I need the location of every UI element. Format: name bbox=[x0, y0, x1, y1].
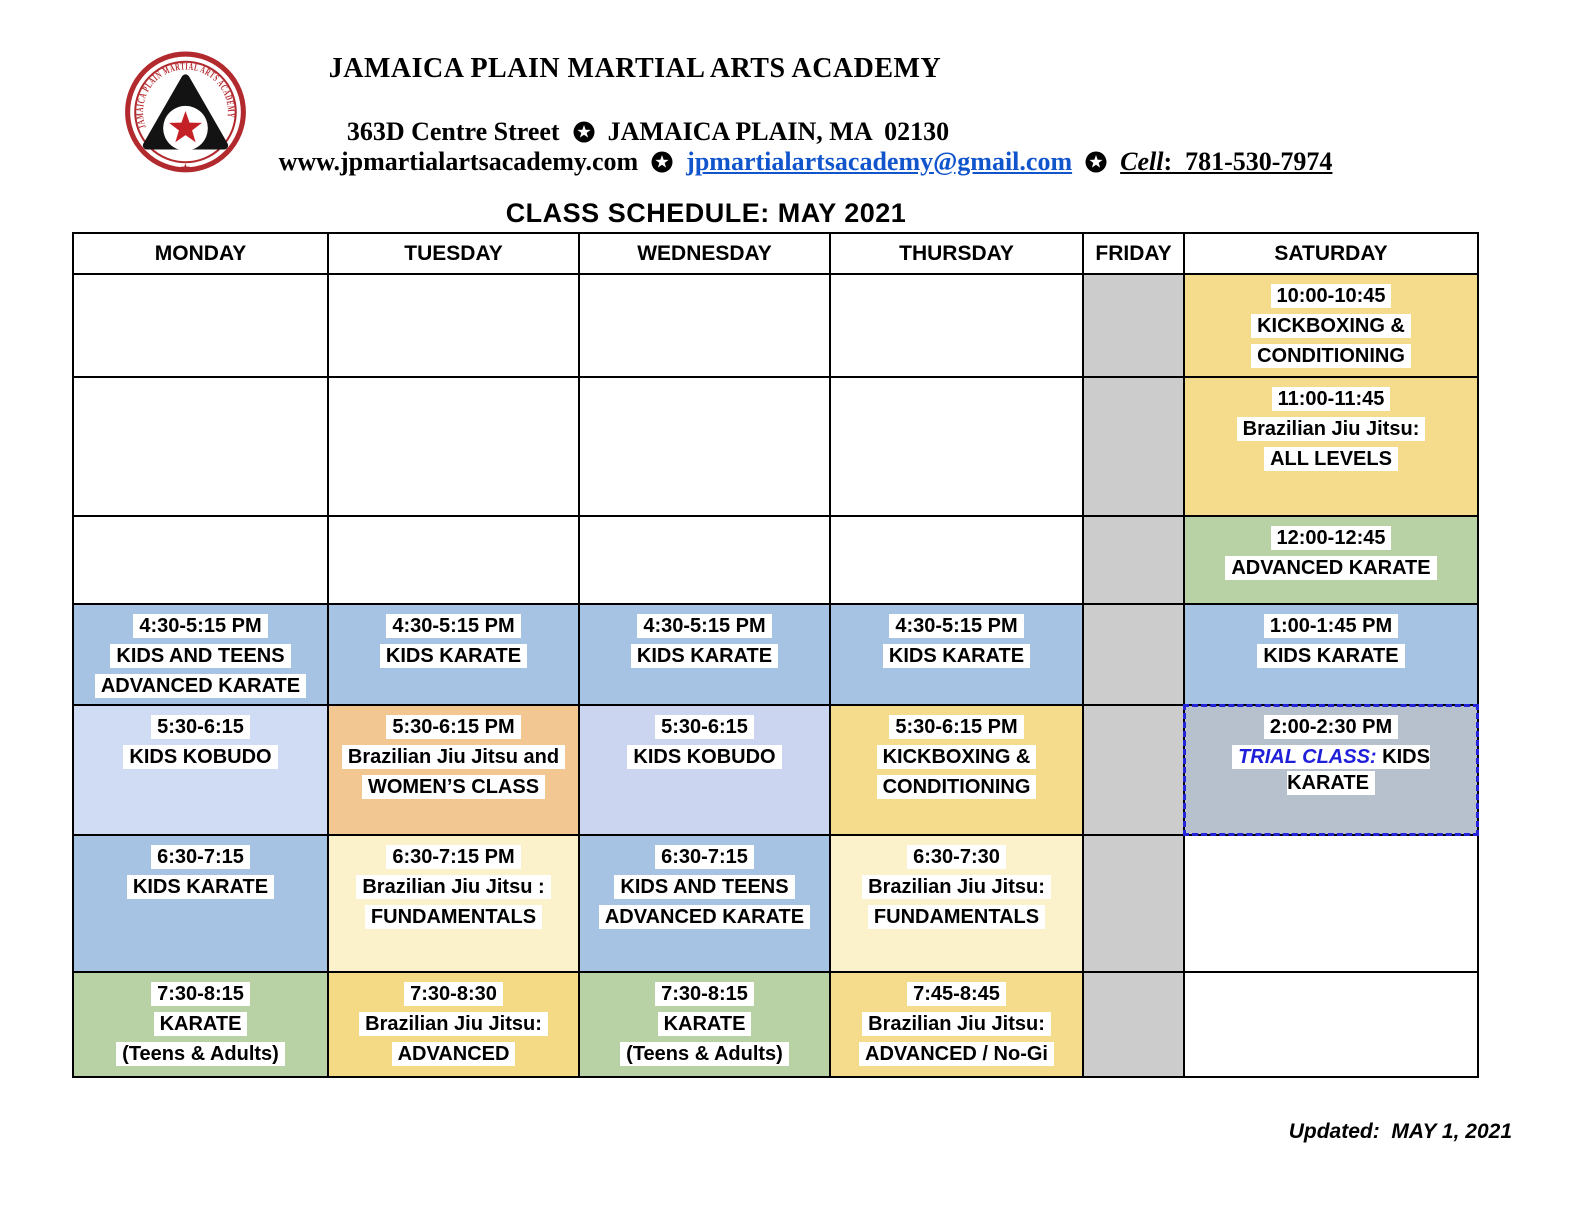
schedule-cell-monday-row3 bbox=[73, 516, 328, 604]
schedule-cell-monday-row6 bbox=[73, 835, 328, 972]
class-text-line: ADVANCED KARATE bbox=[1187, 556, 1475, 582]
class-text-line: Brazilian Jiu Jitsu and bbox=[331, 745, 576, 771]
class-text-line: KARATE bbox=[76, 1012, 325, 1038]
class-text-line: KIDS KOBUDO bbox=[582, 745, 827, 771]
schedule-cell-friday-row3 bbox=[1083, 516, 1184, 604]
schedule-cell-thursday-row2 bbox=[830, 377, 1083, 516]
schedule-cell-monday-row2 bbox=[73, 377, 328, 516]
class-text-line: 7:30-8:15 bbox=[76, 982, 325, 1008]
svg-text:★: ★ bbox=[180, 160, 191, 175]
class-text-line: 10:00-10:45 bbox=[1187, 284, 1475, 310]
schedule-cell-monday-row7 bbox=[73, 972, 328, 1077]
schedule-cell-wednesday-row3 bbox=[579, 516, 830, 604]
schedule-cell-friday-row5 bbox=[1083, 705, 1184, 835]
schedule-cell-friday-row7 bbox=[1083, 972, 1184, 1077]
class-text-line: Brazilian Jiu Jitsu: bbox=[331, 1012, 576, 1038]
schedule-cell-saturday-row4 bbox=[1184, 604, 1478, 705]
class-text-line: FUNDAMENTALS bbox=[331, 905, 576, 931]
class-text-line: KICKBOXING & bbox=[833, 745, 1080, 771]
class-text-line: ADVANCED / No-Gi bbox=[833, 1042, 1080, 1068]
class-text-line: 5:30-6:15 bbox=[582, 715, 827, 741]
class-text-line: 7:45-8:45 bbox=[833, 982, 1080, 1008]
class-text-line: KIDS AND TEENS bbox=[582, 875, 827, 901]
class-text-line: ADVANCED bbox=[331, 1042, 576, 1068]
class-text-line: 6:30-7:15 bbox=[76, 845, 325, 871]
schedule-cell-wednesday-row7 bbox=[579, 972, 830, 1077]
day-header-monday: MONDAY bbox=[73, 233, 328, 274]
class-text-line: 4:30-5:15 PM bbox=[833, 614, 1080, 640]
phone-number bbox=[1120, 147, 1332, 176]
day-header-tuesday: TUESDAY bbox=[328, 233, 579, 274]
day-header-saturday: SATURDAY bbox=[1184, 233, 1478, 274]
schedule-table bbox=[72, 232, 1479, 1078]
class-text-line: (Teens & Adults) bbox=[76, 1042, 325, 1068]
class-text-line: 5:30-6:15 bbox=[76, 715, 325, 741]
class-text-line: 4:30-5:15 PM bbox=[76, 614, 325, 640]
schedule-cell-saturday-row3 bbox=[1184, 516, 1478, 604]
class-text-line: 4:30-5:15 PM bbox=[582, 614, 827, 640]
class-text-line: 6:30-7:30 bbox=[833, 845, 1080, 871]
schedule-cell-thursday-row3 bbox=[830, 516, 1083, 604]
schedule-cell-thursday-row5 bbox=[830, 705, 1083, 835]
class-text-line: (Teens & Adults) bbox=[582, 1042, 827, 1068]
schedule-cell-friday-row1 bbox=[1083, 274, 1184, 377]
class-text-line: 7:30-8:15 bbox=[582, 982, 827, 1008]
class-text-line: Brazilian Jiu Jitsu: bbox=[833, 875, 1080, 901]
class-text-line: ALL LEVELS bbox=[1187, 447, 1475, 473]
schedule-cell-saturday-row2 bbox=[1184, 377, 1478, 516]
schedule-cell-tuesday-row4 bbox=[328, 604, 579, 705]
day-header-friday: FRIDAY bbox=[1083, 233, 1184, 274]
class-text-line: KIDS KARATE bbox=[76, 875, 325, 901]
schedule-cell-tuesday-row6 bbox=[328, 835, 579, 972]
class-text-line: KIDS AND TEENS bbox=[76, 644, 325, 670]
class-text-line: ADVANCED KARATE bbox=[76, 674, 325, 700]
street-address: 363D Centre Street bbox=[346, 117, 560, 146]
circled-star-icon bbox=[651, 151, 673, 173]
class-text-line: 6:30-7:15 PM bbox=[331, 845, 576, 871]
schedule-cell-saturday-row6 bbox=[1184, 835, 1478, 972]
schedule-cell-friday-row6 bbox=[1083, 835, 1184, 972]
day-header-row bbox=[73, 233, 1478, 274]
class-text-line: KICKBOXING & bbox=[1187, 314, 1475, 340]
schedule-cell-tuesday-row5 bbox=[328, 705, 579, 835]
schedule-cell-friday-row2 bbox=[1083, 377, 1184, 516]
class-text-line: Brazilian Jiu Jitsu : bbox=[331, 875, 576, 901]
class-text-line: 7:30-8:30 bbox=[331, 982, 576, 1008]
schedule-cell-tuesday-row7 bbox=[328, 972, 579, 1077]
schedule-cell-thursday-row1 bbox=[830, 274, 1083, 377]
logo-ring-text: JAMAICA PLAIN MARTIAL ARTS ACADEMY bbox=[134, 61, 237, 130]
schedule-cell-friday-row4 bbox=[1083, 604, 1184, 705]
schedule-cell-tuesday-row1 bbox=[328, 274, 579, 377]
class-text-line: FUNDAMENTALS bbox=[833, 905, 1080, 931]
class-text-line: Brazilian Jiu Jitsu: bbox=[1187, 417, 1475, 443]
class-text-line: KIDS KARATE bbox=[331, 644, 576, 670]
day-header-thursday: THURSDAY bbox=[830, 233, 1083, 274]
day-header-wednesday: WEDNESDAY bbox=[579, 233, 830, 274]
class-text-line: CONDITIONING bbox=[833, 775, 1080, 801]
class-text-line: KIDS KOBUDO bbox=[76, 745, 325, 771]
schedule-cell-monday-row5 bbox=[73, 705, 328, 835]
schedule-cell-tuesday-row3 bbox=[328, 516, 579, 604]
contact-line bbox=[240, 117, 1345, 207]
class-text-line: KIDS KARATE bbox=[582, 644, 827, 670]
class-text-line: 4:30-5:15 PM bbox=[331, 614, 576, 640]
class-text-line: 5:30-6:15 PM bbox=[833, 715, 1080, 741]
schedule-cell-tuesday-row2 bbox=[328, 377, 579, 516]
class-text-line: 1:00-1:45 PM bbox=[1187, 614, 1475, 640]
schedule-cell-wednesday-row5 bbox=[579, 705, 830, 835]
schedule-cell-saturday-row1 bbox=[1184, 274, 1478, 377]
website-text: www.jpmartialartsacademy.com bbox=[278, 147, 639, 176]
academy-logo-icon bbox=[112, 48, 260, 180]
class-text-line: 6:30-7:15 bbox=[582, 845, 827, 871]
schedule-cell-wednesday-row1 bbox=[579, 274, 830, 377]
schedule-cell-thursday-row6 bbox=[830, 835, 1083, 972]
class-text-line: KIDS KARATE bbox=[833, 644, 1080, 670]
class-text-line: KARATE bbox=[582, 1012, 827, 1038]
class-text-line: Brazilian Jiu Jitsu: bbox=[833, 1012, 1080, 1038]
schedule-cell-wednesday-row2 bbox=[579, 377, 830, 516]
class-text-line: 2:00-2:30 PM bbox=[1187, 715, 1475, 741]
phone-label: Cell bbox=[1120, 147, 1164, 176]
class-text-line: KIDS KARATE bbox=[1187, 644, 1475, 670]
class-text-line: ADVANCED KARATE bbox=[582, 905, 827, 931]
page-title: CLASS SCHEDULE: MAY 2021 bbox=[505, 198, 907, 228]
class-text-line: TRIAL CLASS: KIDS KARATE bbox=[1187, 745, 1475, 797]
schedule-cell-thursday-row4 bbox=[830, 604, 1083, 705]
schedule-cell-monday-row4 bbox=[73, 604, 328, 705]
class-text-line: 12:00-12:45 bbox=[1187, 526, 1475, 552]
circled-star-icon bbox=[1085, 151, 1107, 173]
schedule-cell-saturday-row7 bbox=[1184, 972, 1478, 1077]
class-text-line: WOMEN’S CLASS bbox=[331, 775, 576, 801]
schedule-cell-wednesday-row4 bbox=[579, 604, 830, 705]
email-link[interactable]: jpmartialartsacademy@gmail.com bbox=[686, 147, 1073, 176]
schedule-cell-saturday-row5 bbox=[1184, 705, 1478, 835]
class-text-line: CONDITIONING bbox=[1187, 344, 1475, 370]
class-text-line: 11:00-11:45 bbox=[1187, 387, 1475, 413]
schedule-cell-monday-row1 bbox=[73, 274, 328, 377]
class-text-line: 5:30-6:15 PM bbox=[331, 715, 576, 741]
updated-note: Updated: MAY 1, 2021 bbox=[1288, 1120, 1512, 1143]
schedule-cell-thursday-row7 bbox=[830, 972, 1083, 1077]
schedule-cell-wednesday-row6 bbox=[579, 835, 830, 972]
city-state-zip: JAMAICA PLAIN, MA 02130 bbox=[607, 117, 950, 146]
academy-name: JAMAICA PLAIN MARTIAL ARTS ACADEMY bbox=[328, 53, 942, 84]
phone-digits: : 781-530-7974 bbox=[1163, 147, 1333, 176]
